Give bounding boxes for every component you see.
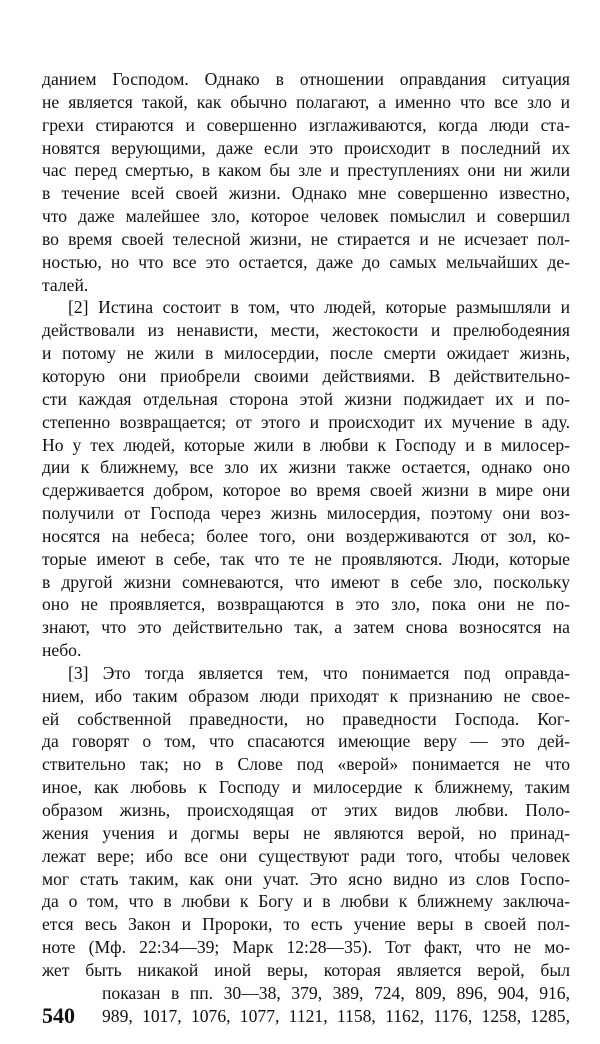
text-line: данием Господом. Однако в отношении оправдания ситуация <box>42 69 570 89</box>
text-line: не является такой, как обычно полагают, а именно что все зло и <box>42 91 570 112</box>
page-body <box>42 68 570 1027</box>
text-line: действовали из ненависти, мести, жестокости и прелюбодеяния <box>42 320 570 341</box>
text-line: торые имеют в себе, так что те не проявляются. Люди, которые <box>42 548 570 569</box>
text-line: в другой жизни сомневаются, что имеют в себе зло, поскольку <box>42 571 570 592</box>
text-line: 989, 1017, 1076, 1077, 1121, 1158, 1162, 1176, 1258, 1285, <box>102 1005 570 1026</box>
text-line: иное, как любовь к Господу и милосердие к ближнему, таким <box>42 777 570 798</box>
page-number: 540 <box>42 1002 75 1028</box>
text-line: ей собственной праведности, но праведности Господа. Ког- <box>42 708 570 729</box>
text-line: новятся верующими, даже если это происходит в последний их <box>42 137 570 158</box>
text-line: оно не проявляется, возвращаются в это зло, пока они не по- <box>42 594 570 615</box>
text-line: носятся на небеса; более того, они воздерживаются от зол, ко- <box>42 525 570 546</box>
text-line: жет быть никакой иной веры, которая является верой, был <box>42 959 570 980</box>
text-line: дии к ближнему, все зло их жизни также остается, однако оно <box>42 457 570 478</box>
text-line: сдерживается добром, которое во время своей жизни в мире они <box>42 480 570 501</box>
text-line: нием, ибо таким образом люди приходят к признанию не свое- <box>42 685 570 706</box>
text-line: лежат вере; ибо все они существуют ради того, чтобы человек <box>42 845 570 866</box>
text-line: небо. <box>42 640 82 661</box>
text-line: час перед смертью, в каком бы зле и преступлениях они ни жили <box>42 160 570 181</box>
text-line: в течение всей своей жизни. Однако мне совершенно известно, <box>42 183 570 204</box>
text-line: Но у тех людей, которые жили в любви к Господу и в милосер- <box>42 434 570 455</box>
text-line: которую они приобрели своими действиями. В действительно- <box>42 365 570 386</box>
paragraph-1 <box>42 68 570 296</box>
text-line: во время своей телесной жизни, не стирается и не исчезает пол- <box>42 228 570 249</box>
text-line: и потому не жили в милосердии, после смерти ожидает жизнь, <box>42 343 570 364</box>
text-line: талей. <box>42 274 89 295</box>
text-line: мог стать таким, как они учат. Это ясно видно из слов Госпо- <box>42 868 570 889</box>
text-line: ется весь Закон и Пророки, то есть учение веры в своей пол- <box>42 914 570 935</box>
text-line: ствительно так; но в Слове под «верой» понимается не что <box>42 754 570 775</box>
text-line: что даже малейшее зло, которое человек помыслил и совершил <box>42 206 570 227</box>
continuation-block <box>42 982 570 1028</box>
text-line: сти каждая отдельная сторона этой жизни поджидает их и по- <box>42 388 570 409</box>
text-line: степенно возвращается; от этого и происходит их мучение в аду. <box>42 411 570 432</box>
text-line: знают, что это действительно так, а затем снова возносятся на <box>42 617 570 638</box>
text-line: жения учения и догмы веры не являются верой, но принад- <box>42 822 570 843</box>
text-line: [2] Истина состоит в том, что людей, которые размышляли и <box>68 297 570 318</box>
text-line: образом жизнь, происходящая от этих видов любви. Поло- <box>42 800 570 820</box>
text-line: получили от Господа через жизнь милосердия, поэтому они воз- <box>42 503 570 524</box>
paragraph-3 <box>42 662 570 982</box>
text-line: ноте (Мф. 22:34—39; Марк 12:28—35). Тот факт, что не мо- <box>42 937 570 958</box>
bottom-row <box>42 1002 570 1028</box>
text-line: да говорят о том, что спасаются имеющие веру — это дей- <box>42 731 570 752</box>
text-line: показан в пп. 30—38, 379, 389, 724, 809, 896, 904, 916, <box>102 982 570 1003</box>
text-line: [3] Это тогда является тем, что понимается под оправда- <box>68 662 570 683</box>
paragraph-2 <box>42 296 570 662</box>
text-line: да о том, что в любви к Богу и в любви к ближнему заключа- <box>42 891 570 912</box>
text-line: грехи стираются и совершенно изглаживаются, когда люди ста- <box>42 114 570 135</box>
text-line: ностью, но что все это остается, даже до самых мельчайших де- <box>42 251 570 272</box>
